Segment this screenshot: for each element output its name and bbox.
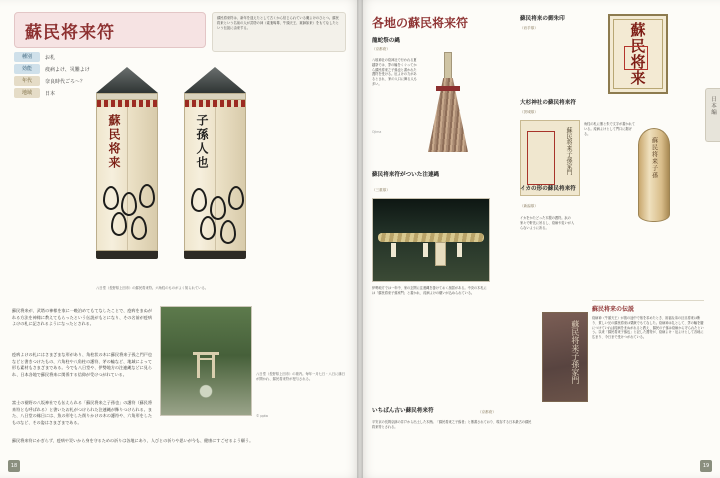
meta-value: 奈良時代ごろ〜？ [45, 78, 86, 85]
card-title-oldest: いちばん古い蘇民将来符 [372, 408, 434, 414]
talisman-roof-icon [184, 67, 246, 93]
chinowa-tie [436, 86, 460, 91]
torii-gate-icon [193, 352, 219, 378]
card-title-shimenawa: 蘇民将来符がついた注連縄 [372, 172, 440, 178]
oldest-ofuda-photo [542, 312, 588, 402]
meta-key: 種別 [14, 52, 40, 62]
oosugi-ofuda-red-frame [527, 131, 555, 185]
leaf-mark-icon [131, 216, 147, 240]
leaf-mark-icon [200, 216, 216, 240]
card-sub-oldest: （京都府） [478, 410, 496, 414]
body-paragraph-3: 富士の裾野の八坂神社でも伝えられる「蘇民将来之子孫也」の護符（蘇民将来符とも呼ばれる）と書いたお札がつけられた注連縄が飾りつけられる。また、八日堂の縁日には、魚の形をした削りかけの木の護符や、六角形をしたものなど、その姿はさまざまである。 [12, 400, 152, 425]
side-index-tab[interactable] [705, 88, 720, 142]
rope-icon [378, 233, 485, 242]
leaf-mark-icon [139, 184, 155, 208]
body-paragraph-1: 蘇民将来が、武塔の神様を家に一晩泊めてもてなしたことで、疫病をまぬがれる方法を神様に教えてもらったという伝説がもとになり、その名前が疫病よけの札に記されるようになったとされる。 [12, 308, 152, 327]
card-text-oosugi: 角柱の札に墨と朱で文字が書かれている。疫病よけとして門口に掲げる。 [584, 122, 635, 136]
card-text-ryujasai: 八坂神社の疫神社で行われる夏越祭では、茅の輪をくぐってから蘇民将来之子孫也と書かれた護符を受ける。厄よけの力があるとされ、家の入口に飾る人も多い。 [372, 58, 417, 86]
talisman-body [184, 99, 246, 251]
side-index-tab-label: 日本編 [710, 96, 716, 116]
card-text-shimenawa: 伊勢地方では一年中、家の玄関に注連縄を掛けておく風習がある。中央の木札には「蘇民将来子孫家門」と書かれ、疫病よけの願いが込められている。 [372, 286, 487, 295]
page-title: 蘇民将来符 [25, 23, 115, 43]
shrine-photo [160, 306, 252, 416]
card-sub-ryujasai: （京都府） [372, 47, 390, 51]
leaf-mark-icon [220, 220, 236, 244]
section-heading: 各地の蘇民将来符 [372, 16, 469, 30]
leaf-mark-icon [111, 212, 127, 236]
legend-section-text: 疫病神（牛頭天王）が旅の途中で宿を求めたとき、裕福な弟の巨旦将来は断り、貧しい兄の蘇民将来は粟飯でもてなした。疫病神は礼として、茅の輪を腰につけていれば疫病をまぬがれると教え、蘇民の子孫は疫病から守られたという。以来「蘇民将来子孫也」と記した護符が、疫病よけ・厄よけとして各地に広まり、今日まで受けつがれている。 [592, 316, 704, 340]
leaf-mark-icon [191, 188, 207, 212]
oosugi-ofuda-photo [520, 120, 580, 196]
right-page [360, 0, 720, 478]
body-paragraph-2: 疫病よけの札にはさまざまな形があり、角柱状の木に蘇民将来子孫之門戸也などと書きつけたもの、六角柱や八角柱の護符、茅の輪など、地域によって形も素材もさまざまである。今でも八日堂や、伊勢地方の注連縄などに見られ、日本各地で蘇民将来に関係する信仰が受けつがれている。 [12, 352, 152, 377]
card-sub-oosugi: （茨城県） [520, 110, 538, 114]
shrine-photo-credit: © ppta [256, 414, 268, 418]
leaf-mark-icon [103, 186, 119, 210]
card-title-oosugi: 大杉神社の蘇民将来符 [520, 100, 576, 106]
card-title-ika: イカの形の蘇民将来符 [520, 186, 576, 192]
ika-shaped-ofuda-photo [638, 128, 670, 222]
card-sub-ika: （新潟県） [520, 204, 538, 208]
talisman-right [184, 67, 246, 259]
meta-key: 年代 [14, 76, 40, 86]
goshuin-inscription: 蘇民将来 [628, 22, 647, 87]
shide-paper-icon [423, 243, 428, 257]
body-paragraph-4: 蘇民将来符にかぎらず、疫病や災いから身を守るための祈りは各地にあり、人びとの祈りや思いが今も、健康にすごせるよう願う。 [12, 438, 254, 443]
figure-caption: 八日堂（長野県上田市）の蘇民将来符。六角柱のものがよく知られている。 [96, 286, 209, 290]
meta-key: 地域 [14, 88, 40, 98]
oosugi-ofuda-inscription: 蘇民将来子孫家門 [565, 127, 572, 175]
talisman-right-inscription: 子孫人也 [195, 114, 209, 170]
talisman-red-band [185, 100, 245, 107]
talisman-base [96, 251, 158, 259]
lead-paragraph: 蘇民将来符は、新年を迎えたとして古くから信じられている魔よけのひとつ。蘇民将来という名前の人が武塔の神（素戔嗚尊、牛頭天王、薬師如来）をもてなしたという伝説に由来する。 [217, 16, 339, 30]
goshuin-photo [608, 14, 668, 94]
card-text-oldest: 平安京の長岡京跡の井戸から出土した木簡。「蘇民将来之子孫者」と墨書されており、現存する日本最古の蘇民将来符とされる。 [372, 420, 532, 429]
shimenawa-photo [372, 198, 490, 282]
talisman-red-band [97, 100, 157, 107]
page-title-bar [14, 12, 206, 48]
leaf-mark-icon [210, 196, 226, 220]
talisman-left [96, 67, 158, 259]
page-number-left: 18 [8, 460, 20, 472]
shrine-photo-caption: 八日堂（長野県上田市）の境内。毎年一月七日・八日に縁日が開かれ、蘇民将来符が授与される。 [256, 372, 346, 381]
talisman-base [184, 251, 246, 259]
oldest-ofuda-inscription: 蘇民将来子孫家門 [570, 320, 580, 385]
talisman-roof-icon [96, 67, 158, 93]
card-credit-ryujasai: Ojima [372, 130, 382, 134]
ika-ofuda-inscription: 蘇民将来子孫 [650, 137, 658, 180]
talisman-body [96, 99, 158, 251]
card-text-ika: イカをかたどった木製の護符。浜の家々で軒先に吊るし、疫病や災いが入らないように祈る。 [520, 216, 575, 230]
talisman-left-inscription: 蘇民将来 [107, 114, 121, 170]
book-gutter [357, 0, 363, 478]
main-artifact-figure [88, 58, 278, 273]
leaf-mark-icon [121, 192, 137, 216]
meta-key: 効能 [14, 64, 40, 74]
meta-value: 疫病よけ、災難よけ [45, 66, 90, 73]
legend-section-title: 蘇民将来の伝説 [592, 306, 635, 313]
card-sub-goshuin: （岩手県） [520, 26, 538, 30]
leaf-mark-icon [228, 186, 244, 210]
page-number-right: 19 [700, 460, 712, 472]
lead-paragraph-box [212, 12, 346, 52]
shide-paper-icon [457, 243, 462, 257]
shide-paper-icon [391, 243, 396, 257]
goshuin-seal-stamp [624, 46, 648, 70]
card-title-goshuin: 蘇民将来の御朱印 [520, 16, 565, 22]
meta-value: 日本 [45, 90, 56, 97]
card-title-ryujasai: 龍蛇祭の縄 [372, 38, 400, 44]
card-sub-shimenawa: （三重県） [372, 188, 390, 192]
meta-value: お札 [45, 54, 56, 61]
shimenawa-wooden-tag [435, 242, 446, 266]
chinowa-object-photo [422, 52, 476, 157]
section-divider [592, 300, 704, 301]
